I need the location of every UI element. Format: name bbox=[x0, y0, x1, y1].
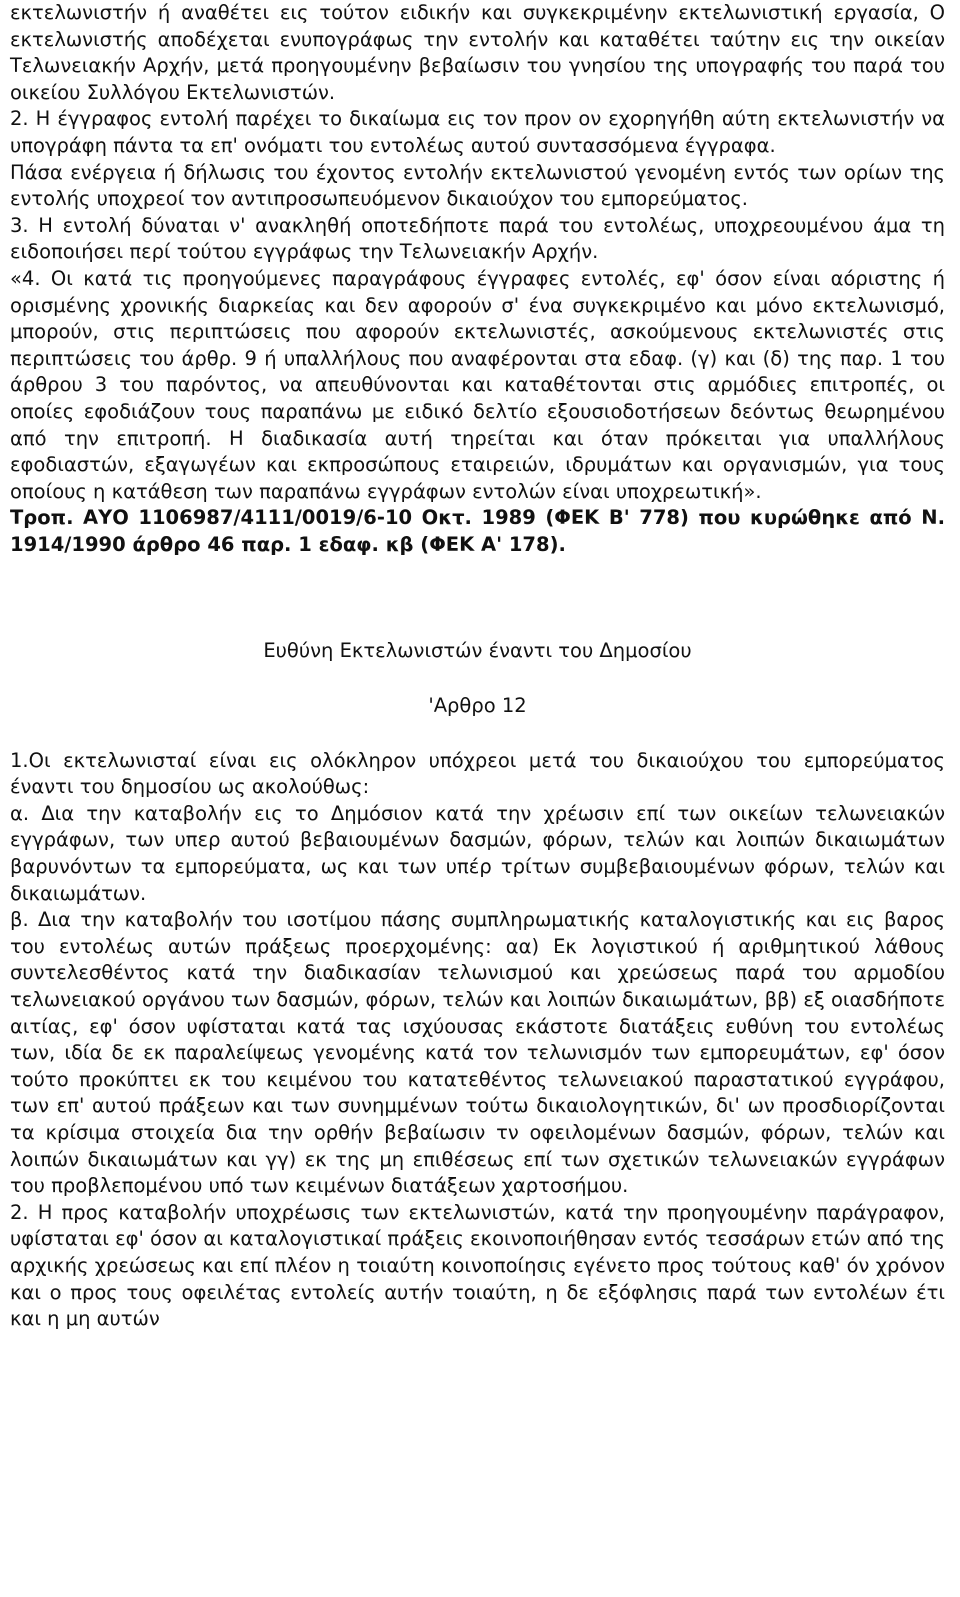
article-paragraph-2: 2. Η προς καταβολήν υποχρέωσις των εκτελωνιστών, κατά την προηγουμένην παράγραφον, υφίσταται εφ' όσον αι καταλογιστικαί πράξεις εκοινοποιήθησαν εντός τεσσάρων ετών από της αρχικής χρεώσεως και επί πλέον η τοιαύτη κοινοποίησις εγένετο προς τούτους καθ' όν χρόνον και ο προς τους οφειλέτας εντολείς αυτήν τοιαύτη, η δε εξόφλησις παρά των εντολέων έτι και η μη αυτών bbox=[10, 1200, 946, 1331]
heading-gap bbox=[10, 665, 945, 693]
section-gap bbox=[10, 558, 945, 638]
paragraph-action-scope: Πάσα ενέργεια ή δήλωσις του έχοντος εντολήν εκτελωνιστού γενομένη εντός των ορίων της εντολής υποχρεοί τον αντιπροσωπευόμενον δικαιούχον του εμπορεύματος. bbox=[10, 160, 945, 211]
article-gap bbox=[10, 720, 945, 748]
paragraph-continuation: εκτελωνιστήν ή αναθέτει εις τούτον ειδικήν και συγκεκριμένην εκτελωνιστική εργασία, Ο εκτελωνιστής αποδέχεται ενυπογράφως την εντολήν και καταθέτει ταύτην εις την οικείαν Τελωνειακήν Αρχήν, μετά προηγουμένην βεβαίωσιν του γνησίου της υπογραφής του παρά του οικείου Συλλόγου Εκτελωνιστών. bbox=[10, 1, 945, 104]
section-title: Ευθύνη Εκτελωνιστών έναντι του Δημοσίου bbox=[263, 639, 692, 663]
paragraph-4: «4. Οι κατά τις προηγούμενες παραγράφους έγγραφες εντολές, εφ' όσον είναι αόριστης ή ορισμένης χρονικής διαρκείας και δεν αφορούν σ' ένα συγκεκριμένο και μόνο εκτελωνισμό, μπορούν, στις περιπτώσεις που αφορούν εκτελωνιστές, ασκούμενους εκτελωνιστές στις περιπτώσεις του άρθρ. 9 ή υπαλλήλους που αναφέρονται στα εδαφ. (γ) και (δ) της παρ. 1 του άρθρου 3 του παρόντος, να απευθύνονται και καταθέτονται στις αρμόδιες επιτροπές, οι οποίες εφοδιάζουν τους παραπάνω με ειδικό δελτίο εξουσιοδοτήσεων δεόντως θεωρημένου από την επιτροπή. Η διαδικασία αυτή τηρείται και όταν πρόκειται για υπαλλήλους εφοδιαστών, εξαγωγέων και εκπροσώπους εταιρειών, ιδρυμάτων και οργανισμών, για τους οποίους η κατάθεση των παραπάνω εγγράφων εντολών είναι υποχρεωτική». bbox=[10, 266, 945, 503]
paragraph-2: 2. Η έγγραφος εντολή παρέχει το δικαίωμα εις τον προν ον εχορηγήθη αύτη εκτελωνιστήν να υπογράφη πάντα τα επ' ονόματι του εντολέως αυτού συντασσόμενα έγγραφα. bbox=[10, 107, 945, 157]
article-item-alpha: α. Δια την καταβολήν εις το Δημόσιον κατά την χρέωσιν επί των οικείων τελωνειακών εγγράφων, των υπερ αυτού βεβαιουμένων δασμών, φόρων, τελών και λοιπών δικαιωμάτων βαρυνόντων τα εμπορεύματα, ως και των υπέρ τρίτων συμβεβαιουμένων φόρων, τελών και δικαιωμάτων. bbox=[10, 801, 945, 905]
article-title: 'Αρθρο 12 bbox=[428, 694, 527, 718]
article-paragraph-1: 1.Οι εκτελωνισταί είναι εις ολόκληρον υπόχρεοι μετά του δικαιούχου του εμπορεύματος έναντι του δημοσίου ως ακολούθως: bbox=[10, 748, 945, 799]
paragraph-3: 3. Η εντολή δύναται ν' ανακληθή οποτεδήποτε παρά του εντολέως, υποχρεουμένου άμα τη ειδοποιήσει περί τούτου εγγράφως την Τελωνειακήν Αρχήν. bbox=[10, 213, 945, 264]
article-item-beta: β. Δια την καταβολήν του ισοτίμου πάσης συμπληρωματικής καταλογιστικής και εις βαρος του εντολέως αυτών πράξεως προερχομένης: αα) Εκ λογιστικού ή αριθμητικού λάθους συντελεσθέντος κατά την διαδικασίαν τελωνισμού και χρεώσεως παρά του αρμοδίου τελωνειακού οργάνου των δασμών, φόρων, τελών και λοιπών δικαιωμάτων, ββ) εξ οιασδήποτε αιτίας, εφ' όσον υφίσταται κατά τας ισχύουσας εκάστοτε διατάξεις ευθύνη του εντολέως των, ιδία δε εκ παραλείψεως γενομένης κατά τον τελωνισμόν των εμπορευμάτων, εφ' όσον τούτο προκύπτει εκ του κειμένου του κατατεθέντος τελωνειακού παραστατικού εγγράφου, των επ' αυτού πράξεων και των συνημμένων τούτω δικαιολογητικών, δι' ων προσδιορίζονται τα κρίσιμα στοιχεία δια την ορθήν βεβαίωσιν τν οφειλομένων δασμών, φόρων, τελών και λοιπών δικαιωμάτων και γγ) εκ της μη επιθέσεως επί των σχετικών τελωνειακών εγγράφων του προβλεπομένου υπό των κειμένων διατάξεων χαρτοσήμου. bbox=[10, 908, 945, 1198]
amendment-note: Τροπ. ΑΥΟ 1106987/4111/0019/6-10 Οκτ. 1989 (ΦΕΚ Β' 778) που κυρώθηκε από Ν. 1914/1990 άρθρο 46 παρ. 1 εδαφ. κβ (ΦΕΚ Α' 178). bbox=[10, 506, 945, 556]
